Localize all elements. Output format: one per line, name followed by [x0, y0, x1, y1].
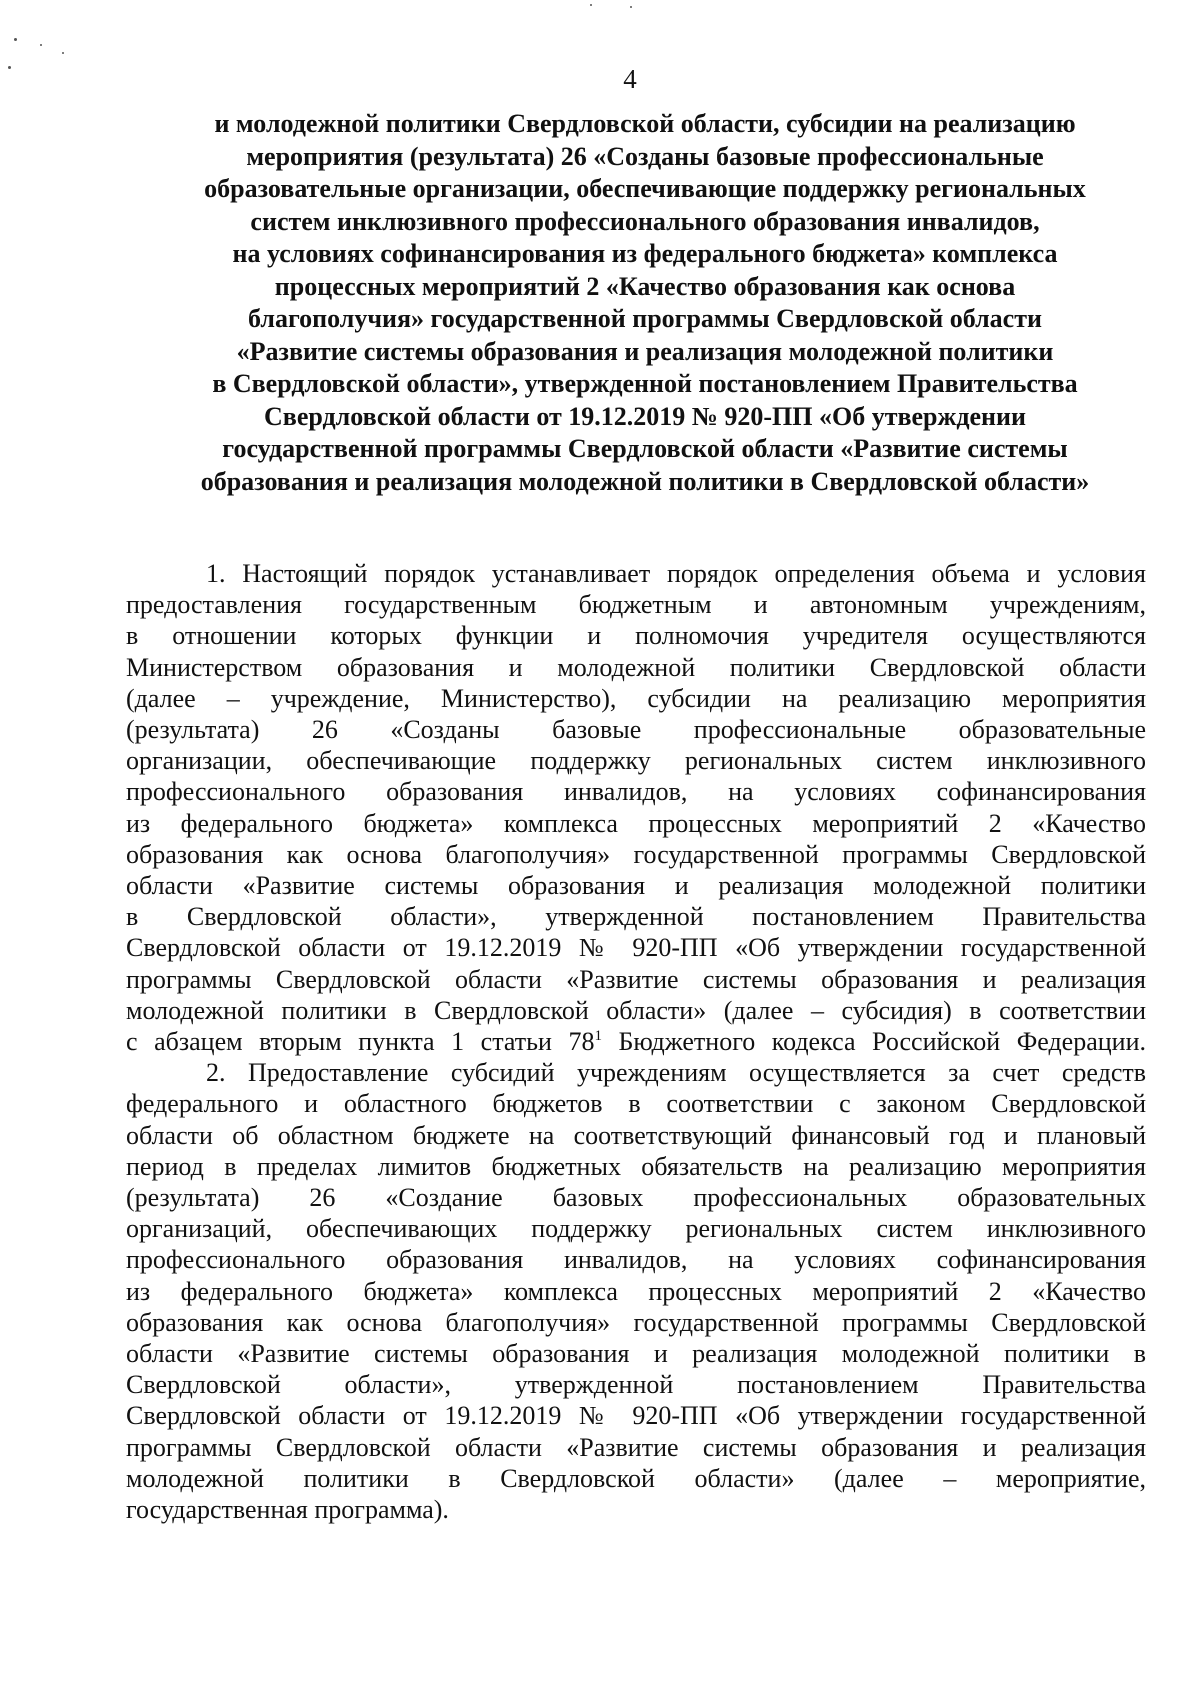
paragraph-line: молодежной политики в Свердловской области» (далее – мероприятие, — [126, 1463, 1146, 1493]
heading-line: государственной программы Свердловской области «Развитие системы — [222, 434, 1068, 463]
paragraph-line: федерального и областного бюджетов в соответствии с законом Свердловской — [126, 1089, 1146, 1119]
page-number: 4 — [623, 64, 637, 94]
paragraph-line: в Свердловской области», утвержденной постановлением Правительства — [126, 902, 1146, 932]
paragraph-1 — [126, 558, 1146, 1057]
paragraph-line: (результата) 26 «Созданы базовые профессиональные образовательные — [126, 715, 1146, 745]
scan-speck — [630, 6, 632, 8]
paragraph-line: Свердловской области от 19.12.2019 № 920-ПП «Об утверждении государственной — [126, 1401, 1146, 1431]
heading-line: Свердловской области от 19.12.2019 № 920-ПП «Об утверждении — [264, 401, 1026, 431]
heading-line: образовательные организации, обеспечивающие поддержку региональных — [204, 174, 1086, 203]
paragraph-line: области об областном бюджете на соответствующий финансовый год и плановый — [126, 1120, 1146, 1150]
scan-speck — [14, 38, 17, 41]
heading-line: в Свердловской области», утвержденной постановлением Правительства — [212, 369, 1078, 398]
paragraph-line: период в пределах лимитов бюджетных обязательств на реализацию мероприятия — [126, 1151, 1146, 1181]
paragraph-line: из федерального бюджета» комплекса процессных мероприятий 2 «Качество — [126, 808, 1146, 838]
paragraph-line: предоставления государственным бюджетным и автономным учреждениям, — [126, 590, 1146, 620]
paragraph-line — [126, 1026, 1146, 1057]
paragraph-line: 1. Настоящий порядок устанавливает порядок определения объема и условия — [206, 559, 1146, 588]
heading-line: мероприятия (результата) 26 «Созданы базовые профессиональные — [246, 141, 1044, 171]
scan-speck — [40, 44, 42, 46]
paragraph-line: 2. Предоставление субсидий учреждениям осуществляется за счет средств — [206, 1058, 1146, 1088]
text-segment: с абзацем вторым пункта 1 статьи 78 — [126, 1027, 595, 1057]
paragraph-line: Свердловской области от 19.12.2019 № 920-ПП «Об утверждении государственной — [126, 933, 1146, 963]
paragraph-line: профессионального образования инвалидов, на условиях софинансирования — [126, 777, 1146, 807]
heading-line: благополучия» государственной программы Свердловской области — [248, 304, 1042, 333]
text-segment: Бюджетного кодекса Российской Федерации. — [601, 1027, 1146, 1057]
paragraph-2 — [126, 1057, 1146, 1525]
paragraph-line: области «Развитие системы образования и реализация молодежной политики — [126, 871, 1146, 901]
paragraph-line: образования как основа благополучия» государственной программы Свердловской — [126, 1307, 1146, 1337]
superscript: 1 — [594, 1028, 602, 1045]
paragraph-line: организации, обеспечивающие поддержку региональных систем инклюзивного — [126, 746, 1146, 776]
heading-line: процессных мероприятий 2 «Качество образования как основа — [274, 271, 1016, 301]
paragraph-line: программы Свердловской области «Развитие системы образования и реализация — [126, 1432, 1146, 1462]
paragraph-line: из федерального бюджета» комплекса процессных мероприятий 2 «Качество — [126, 1276, 1146, 1306]
paragraph-line: государственная программа). — [126, 1495, 449, 1525]
paragraph-line: программы Свердловской области «Развитие системы образования и реализация — [126, 964, 1146, 994]
paragraph-line: области «Развитие системы образования и реализация молодежной политики в — [126, 1339, 1146, 1369]
paragraph-line: молодежной политики в Свердловской области» (далее – субсидия) в соответствии — [126, 995, 1146, 1025]
paragraph-line: (далее – учреждение, Министерство), субсидии на реализацию мероприятия — [126, 683, 1146, 713]
heading-line: на условиях софинансирования из федерального бюджета» комплекса — [232, 239, 1058, 268]
paragraph-line: профессионального образования инвалидов, на условиях софинансирования — [126, 1245, 1146, 1275]
heading-line: «Развитие системы образования и реализация молодежной политики — [236, 336, 1054, 366]
paragraph-line: (результата) 26 «Создание базовых профессиональных образовательных — [126, 1183, 1146, 1213]
heading-line: образования и реализация молодежной политики в Свердловской области» — [200, 466, 1090, 496]
document-heading — [150, 108, 1140, 498]
paragraph-line: Министерством образования и молодежной политики Свердловской области — [126, 652, 1146, 682]
scan-speck — [590, 4, 592, 6]
document-body — [126, 558, 1146, 1525]
paragraph-line: в отношении которых функции и полномочия учредителя осуществляются — [126, 621, 1146, 651]
heading-line: систем инклюзивного профессионального образования инвалидов, — [250, 206, 1040, 236]
scan-speck — [62, 52, 64, 54]
paragraph-line: организаций, обеспечивающих поддержку региональных систем инклюзивного — [126, 1214, 1146, 1244]
paragraph-line: образования как основа благополучия» государственной программы Свердловской — [126, 839, 1146, 869]
heading-line: и молодежной политики Свердловской области, субсидии на реализацию — [214, 109, 1076, 138]
paragraph-line: Свердловской области», утвержденной постановлением Правительства — [126, 1370, 1146, 1400]
